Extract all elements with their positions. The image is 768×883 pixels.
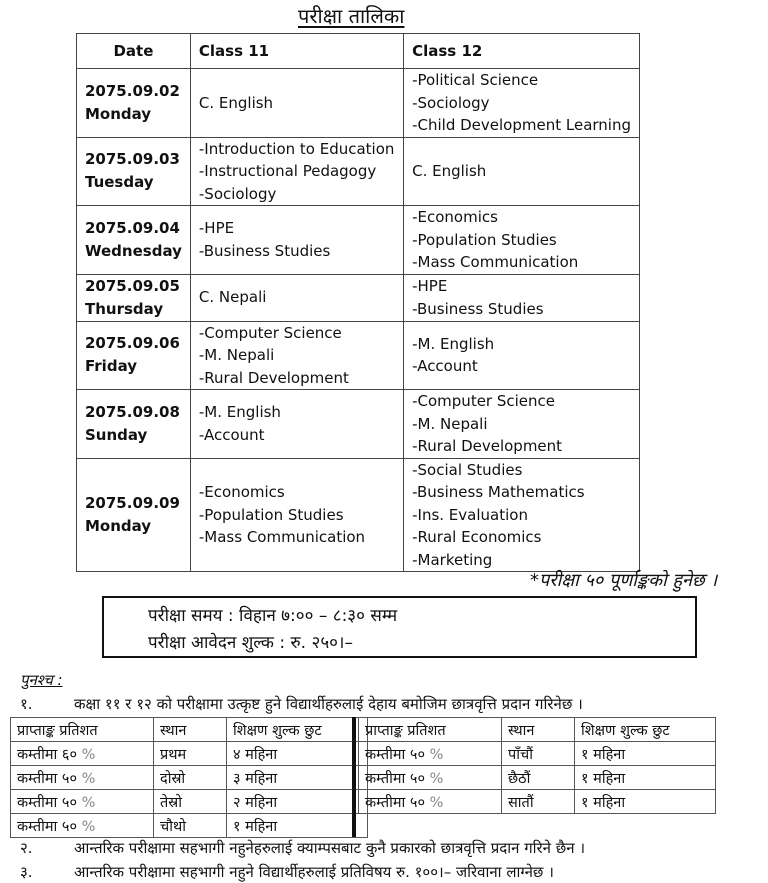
scholarship-table-right (358, 717, 716, 814)
exam-day: Monday (85, 516, 152, 535)
percent-sign: % (81, 818, 96, 835)
postscript-item-1 (20, 694, 583, 714)
header-fee-waiver: शिक्षण शुल्क छुट (575, 718, 716, 742)
class-11-cell (190, 69, 403, 138)
class-11-cell (190, 458, 403, 572)
header-date: Date (77, 34, 191, 69)
subject: -Instructional Pedagogy (198, 162, 377, 180)
class-12-cell (404, 137, 640, 206)
date-cell (77, 321, 191, 390)
class-12-cell (404, 390, 640, 459)
subject: C. English (412, 162, 487, 180)
percentage-cell (359, 742, 502, 766)
percent-sign: % (81, 770, 96, 787)
postscript-item-2 (20, 838, 585, 858)
schedule-row (77, 137, 640, 206)
percent-sign: % (429, 746, 444, 763)
percent-sign: % (81, 794, 96, 811)
scholarship-row (11, 742, 368, 766)
percentage-cell (359, 766, 502, 790)
subject: -M. Nepali (412, 414, 488, 433)
min-percentage: कम्तीमा ५० (17, 770, 77, 787)
date-cell (77, 390, 191, 459)
table-divider (352, 717, 356, 837)
subject: -M. English (198, 403, 281, 422)
exam-fee: परीक्षा आवेदन शुल्क : रु. २५०।– (148, 633, 353, 653)
subject: -Account (198, 425, 265, 444)
exam-day: Friday (85, 357, 138, 376)
item-text: आन्तरिक परीक्षामा सहभागी नहुने विद्यार्थीहरुलाई प्रतिविषय रु. १००।– जरिवाना लाग्नेछ । (74, 863, 554, 881)
rank-cell: पाँचौं (502, 742, 575, 766)
scholarship-row (11, 790, 368, 814)
schedule-row (77, 274, 640, 321)
min-percentage: कम्तीमा ५० (365, 794, 425, 811)
item-text: कक्षा ११ र १२ को परीक्षामा उत्कृष्ट हुने विद्यार्थीहरुलाई देहाय बमोजिम छात्रवृत्ति प्रदान गरिनेछ । (74, 695, 583, 713)
schedule-row (77, 458, 640, 572)
percentage-cell (11, 814, 154, 838)
class-12-cell (404, 274, 640, 321)
rank-cell: प्रथम (154, 742, 227, 766)
subject: -Mass Communication (412, 253, 579, 271)
subject: -Rural Development (198, 368, 349, 387)
subject: -Rural Economics (412, 528, 542, 546)
percentage-cell (359, 790, 502, 814)
class-11-cell (190, 274, 403, 321)
min-percentage: कम्तीमा ५० (365, 770, 425, 787)
exam-date: 2075.09.04 (85, 218, 180, 237)
header-class-11: Class 11 (190, 34, 403, 69)
header-rank: स्थान (154, 718, 227, 742)
scholarship-header-row (11, 718, 368, 742)
percentage-cell (11, 790, 154, 814)
class-12-cell (404, 206, 640, 275)
exam-date: 2075.09.02 (85, 81, 180, 100)
full-marks-note: *परीक्षा ५० पूर्णाङ्कको हुनेछ । (530, 570, 718, 591)
exam-day: Thursday (85, 299, 164, 318)
subject: -Introduction to Education (198, 139, 395, 158)
exam-day: Tuesday (85, 173, 154, 192)
exam-day: Wednesday (85, 241, 182, 260)
subject: -Social Studies (412, 460, 523, 479)
subject: -Population Studies (412, 230, 557, 249)
exam-day: Monday (85, 104, 152, 123)
scholarship-row (359, 742, 716, 766)
date-cell (77, 274, 191, 321)
subject: -Sociology (198, 184, 277, 203)
fee-waiver-cell: १ महिना (575, 790, 716, 814)
scholarship-row (359, 766, 716, 790)
page-title: परीक्षा तालिका (298, 4, 405, 28)
class-12-cell (404, 458, 640, 572)
percent-sign: % (429, 794, 444, 811)
subject: -Ins. Evaluation (412, 505, 528, 524)
header-rank: स्थान (502, 718, 575, 742)
exam-time: परीक्षा समय : विहान ७:०० – ८:३० सम्म (148, 606, 398, 626)
exam-date: 2075.09.08 (85, 402, 180, 421)
class-11-cell (190, 206, 403, 275)
percentage-cell (11, 742, 154, 766)
fee-waiver-cell: १ महिना (227, 814, 368, 838)
fee-waiver-cell: १ महिना (575, 742, 716, 766)
subject: -Political Science (412, 71, 539, 89)
schedule-header-row (77, 34, 640, 69)
schedule-row (77, 206, 640, 275)
min-percentage: कम्तीमा ६० (17, 746, 77, 763)
subject: -Account (412, 357, 478, 376)
date-cell (77, 137, 191, 206)
header-fee-waiver: शिक्षण शुल्क छुट (227, 718, 368, 742)
fee-waiver-cell: १ महिना (575, 766, 716, 790)
exam-info-box (102, 596, 697, 658)
item-number: ३. (20, 863, 33, 881)
item-number: १. (20, 695, 33, 713)
scholarship-row (11, 766, 368, 790)
scholarship-header-row (359, 718, 716, 742)
subject: -Business Studies (412, 299, 544, 318)
class-12-cell (404, 321, 640, 390)
schedule-row (77, 390, 640, 459)
fee-waiver-cell: ३ महिना (227, 766, 368, 790)
schedule-row (77, 321, 640, 390)
fee-waiver-cell: २ महिना (227, 790, 368, 814)
subject: C. English (198, 93, 274, 112)
subject: -Rural Development (412, 437, 563, 455)
subject: -Mass Communication (198, 528, 366, 546)
rank-cell: दोस्रो (154, 766, 227, 790)
schedule-row (77, 69, 640, 138)
subject: -M. English (412, 334, 495, 353)
subject: -Economics (198, 483, 285, 501)
header-class-12: Class 12 (404, 34, 640, 69)
subject: -Business Studies (198, 241, 331, 260)
subject: -HPE (198, 219, 235, 238)
subject: -Business Mathematics (412, 483, 585, 501)
date-cell (77, 458, 191, 572)
header-percentage: प्राप्ताङ्क प्रतिशत (359, 718, 502, 742)
fee-waiver-cell: ४ महिना (227, 742, 368, 766)
rank-cell: सातौं (502, 790, 575, 814)
subject: -Economics (412, 208, 498, 226)
class-11-cell (190, 390, 403, 459)
subject: -Population Studies (198, 505, 344, 524)
min-percentage: कम्तीमा ५० (365, 746, 425, 763)
scholarship-row (11, 814, 368, 838)
rank-cell: चौथो (154, 814, 227, 838)
percent-sign: % (429, 770, 444, 787)
date-cell (77, 206, 191, 275)
exam-day: Sunday (85, 425, 148, 444)
subject: -M. Nepali (198, 346, 275, 364)
scholarship-table-left (10, 717, 368, 838)
item-text: आन्तरिक परीक्षामा सहभागी नहुनेहरुलाई क्याम्पसबाट कुनै प्रकारको छात्रवृत्ति प्रदान गरिने छैन । (74, 839, 586, 857)
class-11-cell (190, 321, 403, 390)
header-percentage: प्राप्ताङ्क प्रतिशत (11, 718, 154, 742)
date-cell (77, 69, 191, 138)
item-number: २. (20, 839, 33, 857)
percent-sign: % (81, 746, 96, 763)
exam-date: 2075.09.09 (85, 493, 180, 512)
subject: C. Nepali (198, 288, 267, 307)
class-12-cell (404, 69, 640, 138)
class-11-cell (190, 137, 403, 206)
subject: -Marketing (412, 550, 493, 569)
subject: -Computer Science (412, 392, 556, 410)
postscript-heading: पुनश्च : (20, 671, 63, 689)
exam-date: 2075.09.06 (85, 334, 180, 353)
schedule-body (77, 69, 640, 572)
subject: -Computer Science (198, 323, 342, 342)
min-percentage: कम्तीमा ५० (17, 794, 77, 811)
exam-date: 2075.09.03 (85, 150, 180, 169)
rank-cell: तेस्रो (154, 790, 227, 814)
exam-date: 2075.09.05 (85, 276, 180, 295)
postscript-item-3 (20, 862, 554, 882)
percentage-cell (11, 766, 154, 790)
min-percentage: कम्तीमा ५० (17, 818, 77, 835)
scholarship-row (359, 790, 716, 814)
subject: -Sociology (412, 93, 490, 112)
subject: -HPE (412, 277, 448, 295)
exam-schedule-table (76, 33, 640, 572)
subject: -Child Development Learning (412, 116, 631, 134)
rank-cell: छैठौं (502, 766, 575, 790)
